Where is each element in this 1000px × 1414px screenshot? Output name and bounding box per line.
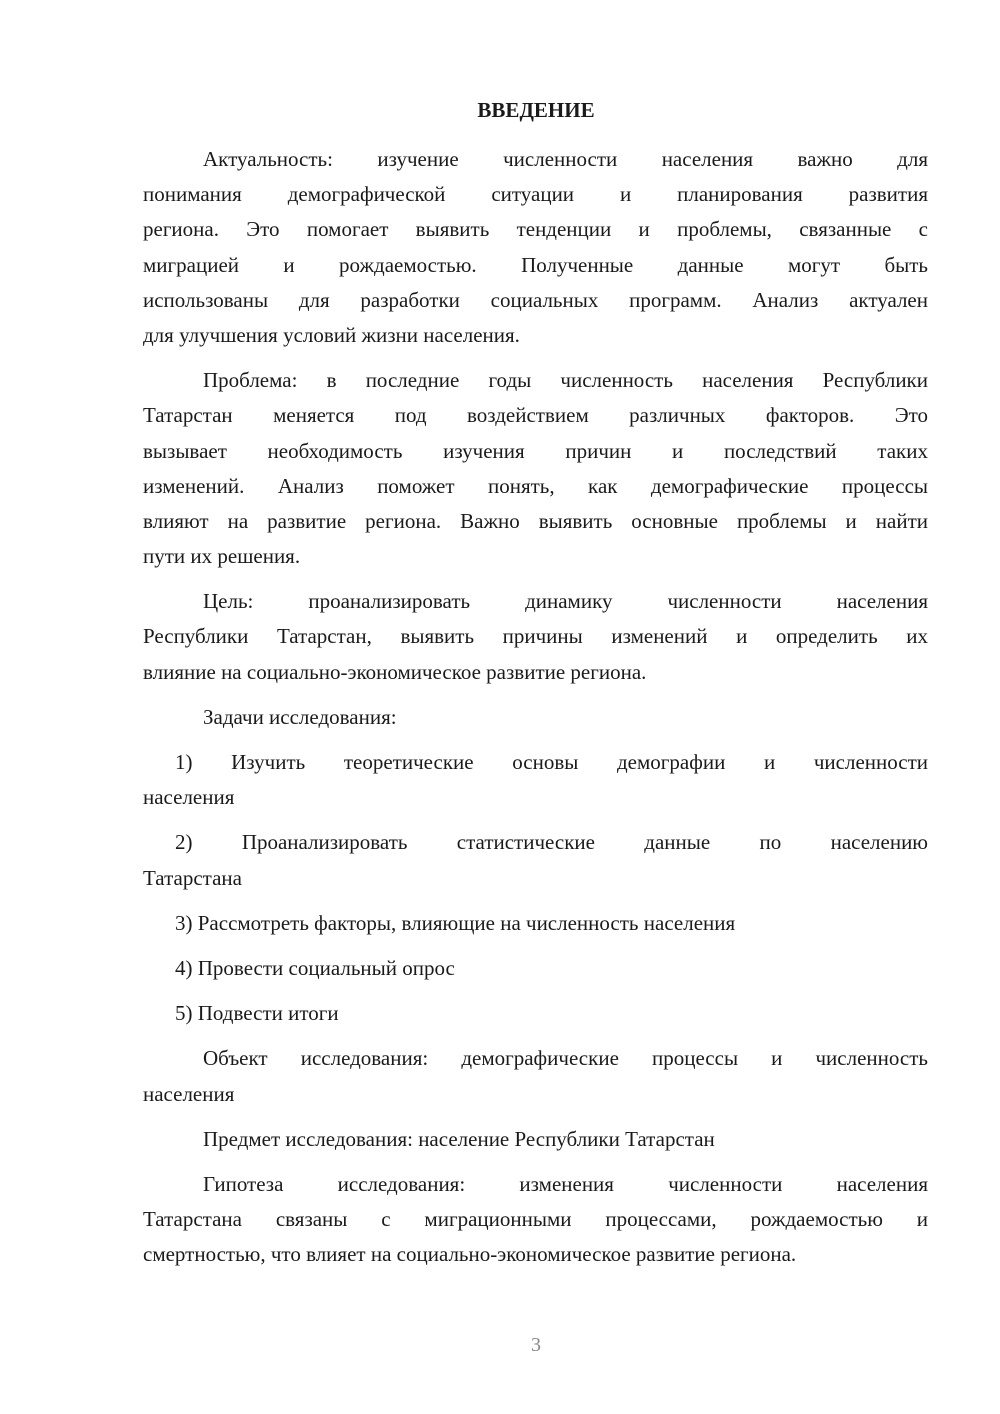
text-line: вызывает необходимость изучения причин и последствий таких [143,438,928,463]
paragraph [143,1167,928,1273]
text-line: населения [143,785,235,810]
text-line: 3) Рассмотреть факторы, влияющие на численность населения [175,910,736,935]
text-line: Гипотеза исследования: изменения численности населения [203,1171,928,1196]
text-line: пути их решения. [143,544,301,569]
text-line: Татарстана [143,865,242,890]
paragraph [143,700,928,735]
list-item [143,745,928,815]
text-line: использованы для разработки социальных программ. Анализ актуален [143,287,928,312]
text-line: Актуальность: изучение численности населения важно для [203,147,928,171]
text-line: региона. Это помогает выявить тенденции и проблемы, связанные с [143,217,928,242]
text-line: Предмет исследования: население Республики Татарстан [203,1126,715,1151]
text-line: миграцией и рождаемостью. Полученные данные могут быть [143,252,928,277]
text-line: Цель: проанализировать динамику численности населения [203,589,928,614]
list-item [143,906,928,941]
text-line: понимания демографической ситуации и планирования развития [143,182,928,207]
page-title: ВВЕДЕНИЕ [477,98,595,122]
list-item [143,996,928,1031]
text-line: 5) Подвести итоги [175,1001,339,1026]
text-line: Татарстан меняется под воздействием различных факторов. Это [143,403,928,428]
text-line: 2) Проанализировать статистические данные по населению [175,830,928,855]
text-line: влияют на развитие региона. Важно выявить основные проблемы и найти [143,508,928,533]
paragraph [143,1122,928,1157]
text-line: населения [143,1081,235,1106]
list-item [143,825,928,895]
text-line: Задачи исследования: [203,704,397,729]
text-line: Объект исследования: демографические процессы и численность [203,1046,928,1071]
paragraph [143,584,928,690]
list-item [143,951,928,986]
paragraph [143,363,928,574]
text-line: влияние на социально-экономическое развитие региона. [143,659,647,684]
text-line: 4) Провести социальный опрос [175,955,455,980]
document-body [143,142,928,1282]
paragraph [143,1041,928,1111]
text-line: изменений. Анализ поможет понять, как демографические процессы [143,473,928,498]
text-line: Республики Татарстан, выявить причины изменений и определить их [143,624,928,649]
page-number: 3 [531,1334,541,1356]
text-line: Татарстана связаны с миграционными процессами, рождаемостью и [143,1207,928,1232]
text-line: 1) Изучить теоретические основы демографии и численности [175,750,928,774]
paragraph [143,142,928,353]
text-line: смертностью, что влияет на социально-экономическое развитие региона. [143,1242,797,1267]
text-line: для улучшения условий жизни населения. [143,322,520,347]
text-line: Проблема: в последние годы численность населения Республики [203,368,928,393]
